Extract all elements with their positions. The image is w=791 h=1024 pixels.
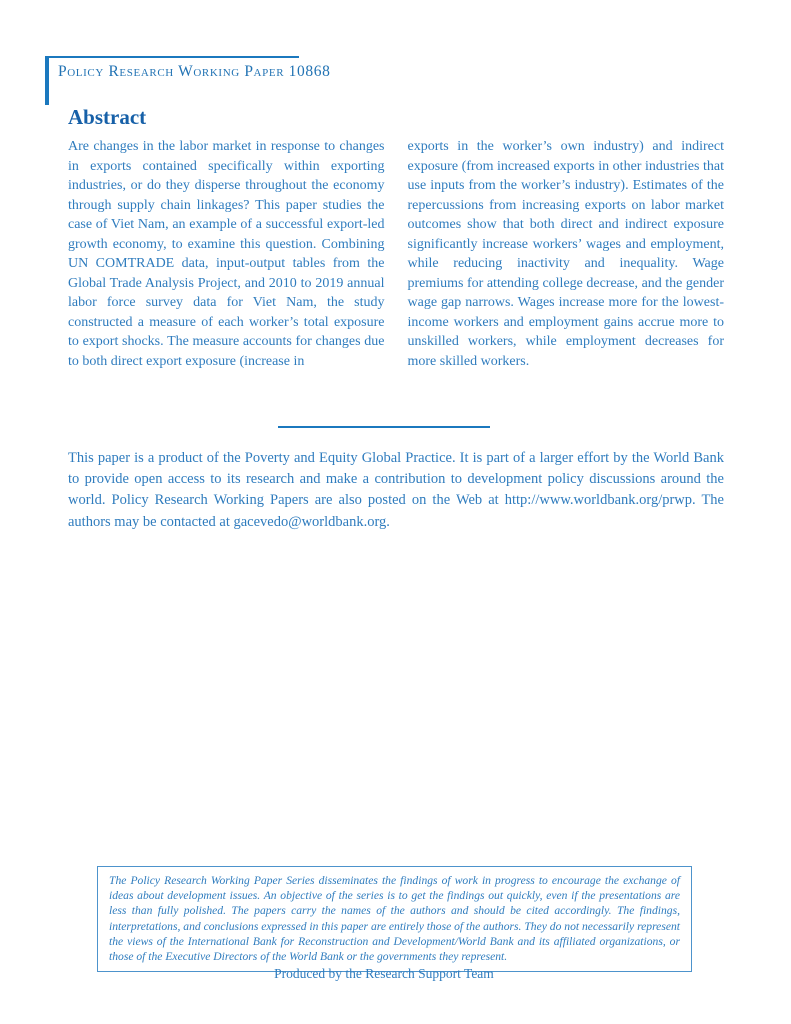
section-divider-rule xyxy=(278,426,490,428)
produced-by-line: Produced by the Research Support Team xyxy=(274,966,494,981)
abstract-body xyxy=(68,137,724,371)
abstract-heading: Abstract xyxy=(68,105,147,129)
paper-product-note: This paper is a product of the Poverty and Equity Global Practice. It is part of a larger effort by the World Bank to provide open access to its research and make a contribution to development policy discussions around the world. Policy Research Working Papers are also posted on the Web at http://www.worldbank.org/prwp. The authors may be contacted at gacevedo@worldbank.org. xyxy=(68,450,724,530)
top-horizontal-rule xyxy=(45,56,299,58)
series-header xyxy=(58,63,331,81)
disclaimer-text: The Policy Research Working Paper Series disseminates the findings of work in progress to encourage the exchange of ideas about development issues. An objective of the series is to get the findings out quickly, even if the presentations are less than fully polished. The papers carry the names of the authors and should be cited accordingly. The findings, interpretations, and conclusions expressed in this paper are entirely those of the authors. They do not necessarily represent the views of the International Bank for Reconstruction and Development/World Bank and its affiliated organizations, or those of the Executive Directors of the World Bank or the governments they represent. xyxy=(109,874,680,964)
left-vertical-accent-bar xyxy=(45,56,49,105)
abstract-column-right: exports in the worker’s own industry) and indirect exposure (from increased exports in other industries that use inputs from the worker’s industry). Estimates of the repercussions from increasing exports on labor market outcomes show that both direct and indirect exposure significantly increase workers’ wages and employment, while reducing inactivity and inequality. Wage premiums for attending college decrease, and the gender wage gap narrows. Wages increase more for the lowest-income workers and employment gains accrue more to unskilled workers, while employment decreases for more skilled workers. xyxy=(407,139,724,369)
paper-number: 10868 xyxy=(288,63,331,80)
series-title: Policy Research Working Paper xyxy=(58,63,285,80)
disclaimer-box xyxy=(97,866,692,972)
abstract-column-left: Are changes in the labor market in response to changes in exports contained specifically within exporting industries, or do they disperse throughout the economy through supply chain linkages? This paper studies the case of Viet Nam, an example of a successful export-led growth economy, to examine this question. Combining UN COMTRADE data, input-output tables from the Global Trade Analysis Project, and 2010 to 2019 annual labor force survey data for Viet Nam, the study constructed a measure of each worker’s total exposure to export shocks. The measure accounts for changes due to both direct export exposure (increase in xyxy=(68,139,385,369)
